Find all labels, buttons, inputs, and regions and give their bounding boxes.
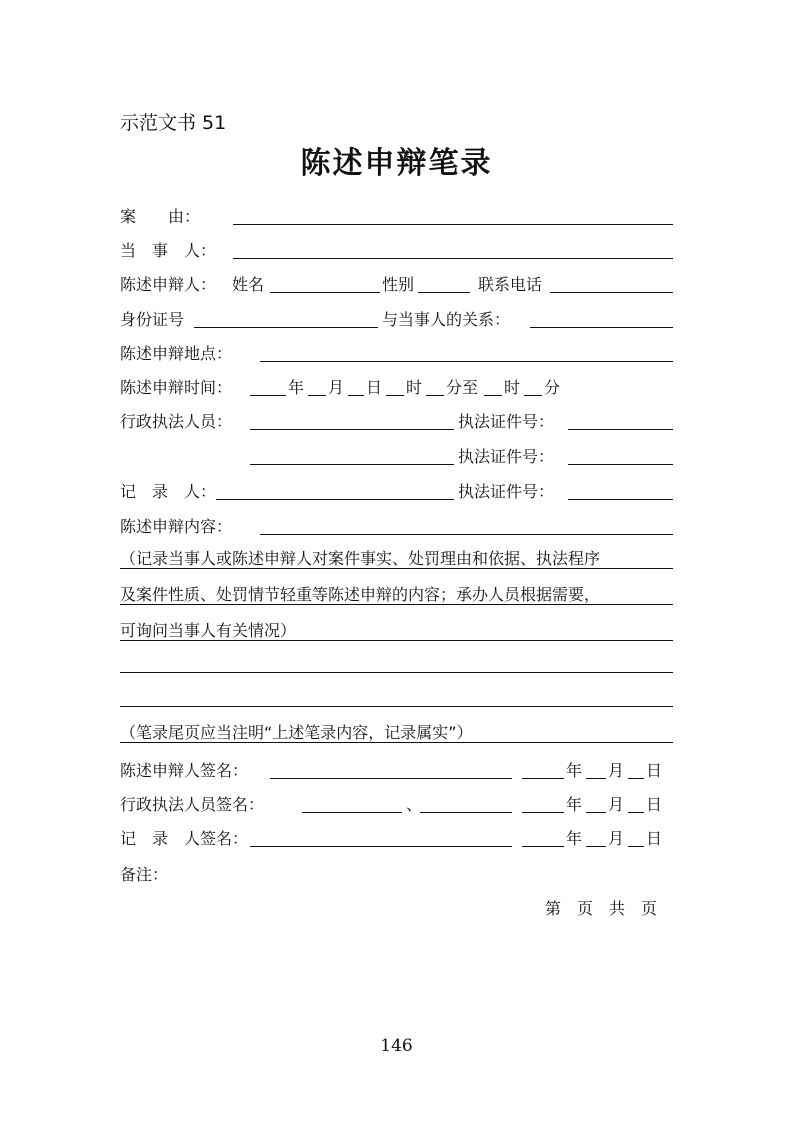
- content-note-line-3: 可询问当事人有关情况）: [120, 618, 673, 641]
- phone-field[interactable]: [550, 272, 673, 293]
- minute-label: 分: [544, 378, 561, 397]
- content-note-line-1: （记录当事人或陈述申辩人对案件事实、处罚理由和依据、执法程序: [120, 546, 673, 569]
- time-hour2-field[interactable]: [484, 375, 502, 396]
- remarks-row: [120, 862, 673, 888]
- time-day-field[interactable]: [348, 375, 364, 396]
- content-note-line-2: 及案件性质、处罚情节轻重等陈述申辩的内容；承办人员根据需要，: [120, 582, 673, 605]
- content-field[interactable]: [260, 514, 673, 535]
- officers-sign-day-field[interactable]: [628, 792, 644, 813]
- sign-day-label: 日: [646, 761, 663, 780]
- party-field[interactable]: [233, 238, 673, 259]
- recorder-sign-row: [120, 826, 673, 852]
- officers-sign-label: 行政执法人员签名：: [120, 795, 265, 814]
- content-row: [120, 514, 673, 540]
- page-info: 第 页 共 页: [545, 899, 658, 918]
- place-label: 陈述申辩地点：: [120, 344, 233, 363]
- place-field[interactable]: [260, 341, 673, 362]
- sign-month-label: 月: [608, 761, 625, 780]
- recorder-day-label: 日: [646, 829, 663, 848]
- time-hour-field[interactable]: [386, 375, 404, 396]
- statement-sign-label: 陈述申辩人签名：: [120, 761, 249, 780]
- content-label: 陈述申辩内容：: [120, 517, 233, 536]
- officers-sign-field-2[interactable]: [420, 792, 512, 813]
- cert-no-field[interactable]: [568, 409, 673, 430]
- officers-label: 行政执法人员：: [120, 412, 233, 431]
- recorder-label: 记 录 人：: [120, 482, 217, 501]
- name-field[interactable]: [270, 272, 380, 293]
- officers-sign-year-field[interactable]: [522, 792, 564, 813]
- month-label: 月: [328, 378, 345, 397]
- case-reason-row: [120, 204, 673, 230]
- hour-label: 时: [406, 378, 423, 397]
- recorder-sign-field[interactable]: [250, 826, 512, 847]
- time-label: 陈述申辩时间：: [120, 378, 233, 397]
- remarks-label: 备注：: [120, 865, 169, 884]
- id-row: [120, 307, 673, 333]
- officers-row-2: [120, 444, 673, 470]
- party-row: [120, 238, 673, 264]
- officers-field-2[interactable]: [250, 444, 454, 465]
- cert-no-label-2: 执法证件号：: [458, 447, 555, 466]
- case-reason-label: 案 由：: [120, 207, 201, 226]
- sign-year-label: 年: [566, 761, 583, 780]
- time-min2-field[interactable]: [524, 375, 542, 396]
- party-label: 当 事 人：: [120, 241, 217, 260]
- recorder-sign-label: 记 录 人签名：: [120, 829, 249, 848]
- recorder-sign-month-field[interactable]: [586, 826, 606, 847]
- tail-note-line: （笔录尾页应当注明“上述笔录内容，记录属实”）: [120, 720, 673, 743]
- time-month-field[interactable]: [308, 375, 326, 396]
- gender-field[interactable]: [418, 272, 470, 293]
- time-row: [120, 375, 673, 401]
- officers-day-label: 日: [646, 795, 663, 814]
- day-label: 日: [366, 378, 383, 397]
- time-year-field[interactable]: [250, 375, 286, 396]
- statement-sign-field[interactable]: [270, 758, 512, 779]
- officers-sign-month-field[interactable]: [586, 792, 606, 813]
- relation-label: 与当事人的关系：: [382, 310, 511, 329]
- time-min-field[interactable]: [426, 375, 444, 396]
- statement-sign-row: [120, 758, 673, 784]
- name-label: 姓名: [232, 275, 265, 294]
- statement-person-row: [120, 272, 673, 298]
- recorder-year-label: 年: [566, 829, 583, 848]
- page-number: 146: [380, 1036, 413, 1056]
- year-label: 年: [288, 378, 305, 397]
- statement-sign-year-field[interactable]: [522, 758, 564, 779]
- relation-field[interactable]: [530, 307, 673, 328]
- gender-label: 性别: [382, 275, 415, 294]
- recorder-month-label: 月: [608, 829, 625, 848]
- officers-field[interactable]: [250, 409, 454, 430]
- cert-no-field-2[interactable]: [568, 444, 673, 465]
- content-blank-line-1[interactable]: [120, 650, 673, 673]
- recorder-sign-year-field[interactable]: [522, 826, 564, 847]
- cert-no-label-3: 执法证件号：: [458, 482, 555, 501]
- officers-sign-separator: 、: [406, 795, 423, 814]
- cert-no-field-3[interactable]: [568, 479, 673, 500]
- officers-month-label: 月: [608, 795, 625, 814]
- officers-sign-field-1[interactable]: [302, 792, 402, 813]
- officers-sign-row: [120, 792, 673, 818]
- place-row: [120, 341, 673, 367]
- recorder-field[interactable]: [216, 479, 454, 500]
- phone-label: 联系电话: [478, 275, 543, 294]
- id-number-field[interactable]: [194, 307, 378, 328]
- content-blank-line-2[interactable]: [120, 684, 673, 707]
- cert-no-label: 执法证件号：: [458, 412, 555, 431]
- document-tag: 示范文书 51: [120, 112, 227, 134]
- statement-sign-month-field[interactable]: [586, 758, 606, 779]
- id-number-label: 身份证号: [120, 310, 185, 329]
- case-reason-field[interactable]: [233, 204, 673, 225]
- page-title: 陈述申辩笔录: [300, 146, 493, 181]
- statement-sign-day-field[interactable]: [628, 758, 644, 779]
- minute-to-label: 分至: [446, 378, 479, 397]
- recorder-sign-day-field[interactable]: [628, 826, 644, 847]
- recorder-row: [120, 479, 673, 505]
- hour2-label: 时: [504, 378, 521, 397]
- statement-person-label: 陈述申辩人：: [120, 275, 217, 294]
- officers-year-label: 年: [566, 795, 583, 814]
- officers-row: [120, 409, 673, 435]
